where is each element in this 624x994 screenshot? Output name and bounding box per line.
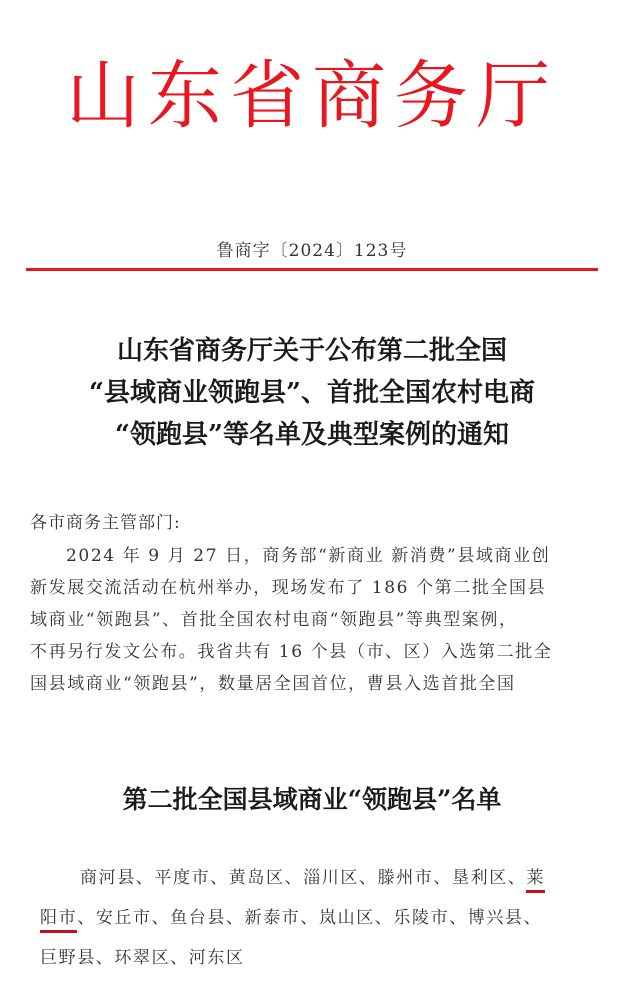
county-line: 巨野县、环翠区、河东区 xyxy=(40,948,245,968)
header-divider xyxy=(26,268,598,271)
county-list xyxy=(40,858,600,978)
title-line: 山东省商务厅关于公布第二批全国 xyxy=(116,336,507,366)
body-line: 新发展交流活动在杭州举办，现场发布了 186 个第二批全国县 xyxy=(30,578,547,598)
county-text: 、安丘市、鱼台县、新泰市、岚山区、乐陵市、博兴县、 xyxy=(77,908,543,928)
county-line xyxy=(40,858,600,898)
list-title: 第二批全国县域商业“领跑县”名单 xyxy=(122,785,502,814)
notice-title xyxy=(20,330,604,456)
document-number: 鲁商字〔2024〕123号 xyxy=(216,241,408,261)
body-line: 不再另行发文公布。我省共有 16 个县（市、区）入选第二批全 xyxy=(30,642,553,662)
county-line xyxy=(40,898,600,938)
highlighted-county: 阳市 xyxy=(40,908,77,933)
title-line: “领跑县”等名单及典型案例的通知 xyxy=(115,420,509,450)
salutation: 各市商务主管部门: xyxy=(30,513,181,533)
body-paragraph xyxy=(30,540,596,700)
title-line: “县域商业领跑县”、首批全国农村电商 xyxy=(89,378,535,408)
body-line: 国县域商业“领跑县”，数量居全国首位，曹县入选首批全国 xyxy=(30,674,516,694)
county-text: 商河县、平度市、黄岛区、淄川区、滕州市、垦利区、 xyxy=(80,868,527,888)
body-line: 域商业“领跑县”、首批全国农村电商“领跑县”等典型案例， xyxy=(30,610,518,630)
masthead-title: 山东省商务厅 xyxy=(66,53,558,139)
body-line: 2024 年 9 月 27 日，商务部“新商业 新消费”县域商业创 xyxy=(66,546,551,566)
highlighted-county: 莱 xyxy=(526,868,545,893)
